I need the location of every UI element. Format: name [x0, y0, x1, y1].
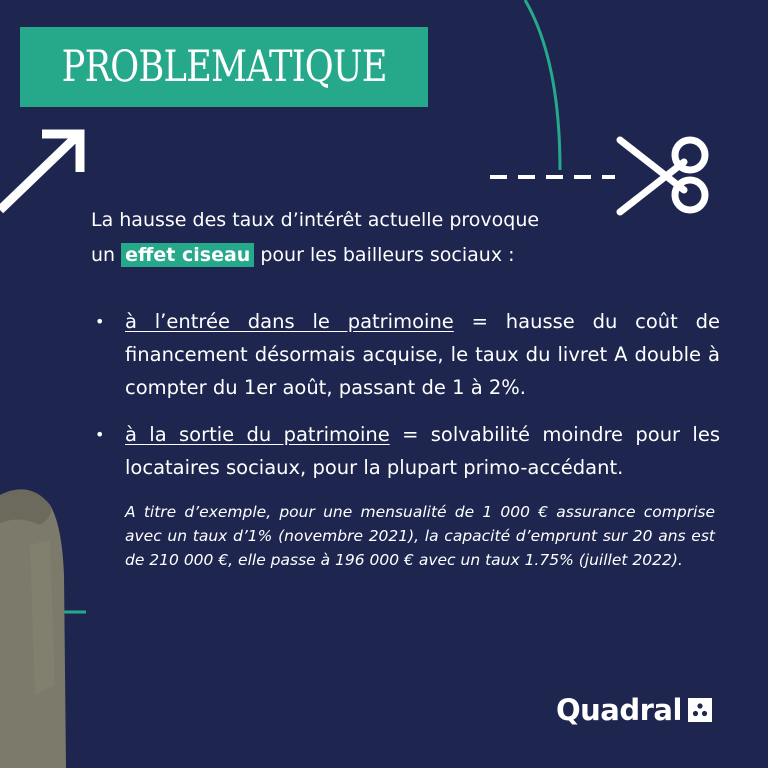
- scissors-icon: [620, 140, 705, 212]
- intro-suffix: pour les bailleurs sociaux :: [260, 244, 515, 266]
- list-item: [95, 305, 720, 404]
- bullet-text: = hausse du coût de financement désormais acquise, le taux du livret A double à compter du 1er août, passant de 1 à 2%.: [125, 310, 721, 399]
- arrow-up-right-icon: [0, 134, 80, 210]
- quadral-logo: [556, 693, 712, 727]
- bullet-heading: à l’entrée dans le patrimoine: [125, 310, 454, 333]
- quadral-logo-mark-icon: [688, 698, 712, 722]
- intro-line-1: La hausse des taux d’intérêt actuelle provoque: [91, 209, 540, 231]
- bullet-list: [95, 305, 720, 484]
- bullet-text: = solvabilité moindre pour les locataires sociaux, pour la plupart primo-accédant.: [125, 423, 720, 479]
- list-item: [95, 418, 720, 484]
- intro-paragraph: [91, 203, 651, 273]
- person-photo: [0, 485, 70, 768]
- page-title: PROBLEMATIQUE: [61, 42, 387, 92]
- intro-prefix: un: [91, 244, 116, 266]
- decorative-curve-top: [525, 0, 560, 170]
- bullet-dot: •: [95, 425, 105, 444]
- logo-wordmark: Quadral: [556, 693, 682, 727]
- bullet-heading: à la sortie du patrimoine: [125, 423, 390, 446]
- highlight-term: effet ciseau: [121, 243, 254, 267]
- bullet-dot: •: [95, 312, 105, 331]
- title-banner: [20, 27, 428, 107]
- example-note: A titre d’exemple, pour une mensualité de 1 000 € assurance comprise avec un taux d’1% (novembre 2021), la capacité d’emprunt sur 20 ans est de 210 000 €, elle passe à 196 000 € avec un taux 1.75% (juillet 2022).: [125, 503, 715, 569]
